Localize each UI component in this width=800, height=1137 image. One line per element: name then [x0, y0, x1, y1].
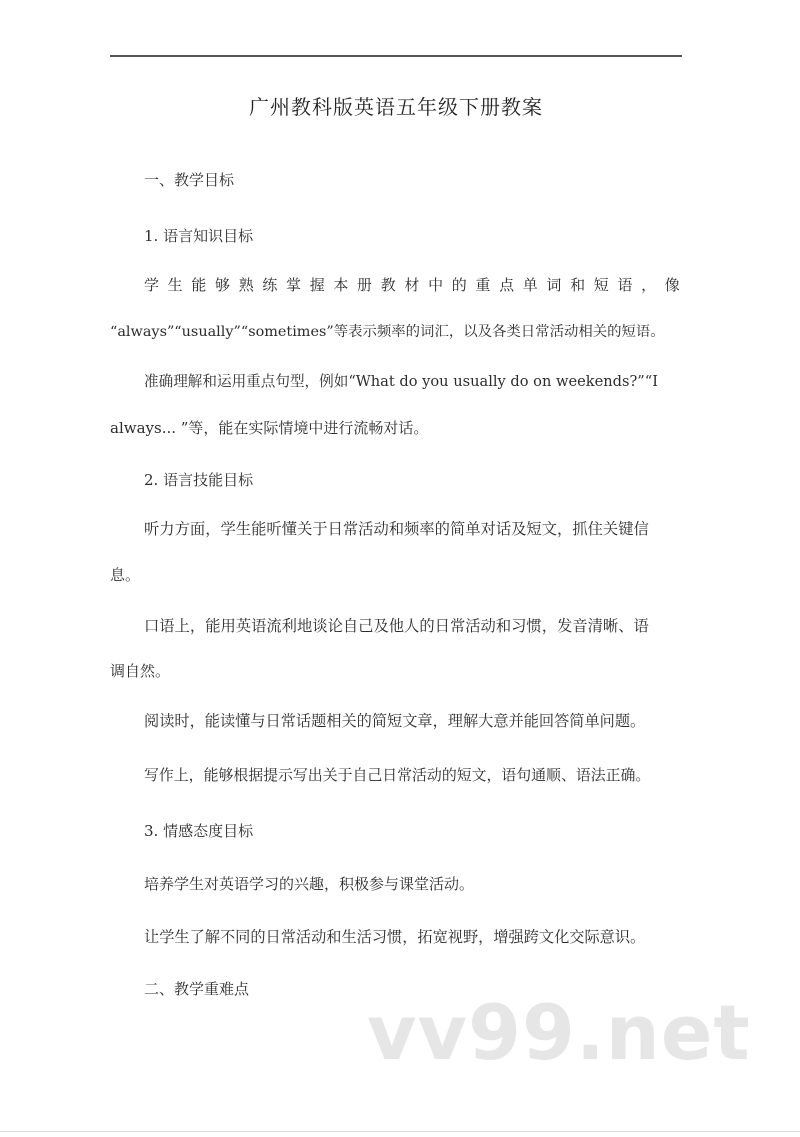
justified-char: 材: [404, 276, 420, 294]
justified-char: 的: [451, 276, 467, 294]
paragraph-speaking-line1: 口语上，能用英语流利地谈论自己及他人的日常活动和习惯，发音清晰、语: [144, 617, 649, 635]
justified-char: 握: [309, 276, 325, 294]
justified-char: 本: [333, 276, 349, 294]
paragraph-reading: 阅读时，能读懂与日常话题相关的简短文章，理解大意并能回答简单问题。: [144, 712, 646, 730]
page-bottom-edge: [0, 1131, 800, 1132]
justified-char: 重: [475, 276, 491, 294]
watermark: vv99.net: [367, 988, 751, 1077]
justified-char: 能: [191, 276, 207, 294]
paragraph-vocabulary-line1: [144, 275, 680, 295]
justified-char: 掌: [286, 276, 302, 294]
paragraph-sentences-line1: 准确理解和运用重点句型，例如“What do you usually do on weekends?”“I: [144, 373, 658, 390]
paragraph-listening-line2: 息。: [110, 566, 141, 584]
justified-char: 点: [499, 276, 515, 294]
paragraph-cross-cultural: 让学生了解不同的日常活动和生活习惯，拓宽视野，增强跨文化交际意识。: [144, 928, 646, 946]
justified-char: ，: [641, 276, 657, 294]
justified-char: 熟: [238, 276, 254, 294]
section-heading-key-points: 二、教学重难点: [144, 980, 250, 998]
paragraph-sentences-line2: always... ”等，能在实际情境中进行流畅对话。: [110, 419, 429, 437]
subheading-language-skills: 2. 语言技能目标: [144, 471, 254, 489]
paragraph-vocabulary-line2: “always”“usually”“sometimes”等表示频率的词汇，以及各类日常活动相关的短语。: [110, 324, 665, 340]
justified-char: 生: [167, 276, 183, 294]
subheading-emotional-attitude: 3. 情感态度目标: [144, 822, 254, 840]
justified-char: 语: [617, 276, 633, 294]
section-heading-objectives: 一、教学目标: [144, 171, 235, 189]
justified-char: 册: [357, 276, 373, 294]
justified-char: 词: [546, 276, 562, 294]
justified-char: 学: [144, 276, 160, 294]
paragraph-interest: 培养学生对英语学习的兴趣，积极参与课堂活动。: [144, 875, 475, 893]
header-rule: [110, 55, 682, 57]
paragraph-writing: 写作上，能够根据提示写出关于自己日常活动的短文，语句通顺、语法正确。: [144, 766, 651, 784]
subheading-language-knowledge: 1. 语言知识目标: [144, 227, 254, 245]
justified-char: 短: [593, 276, 609, 294]
justified-char: 够: [215, 276, 231, 294]
document-title: 广州教科版英语五年级下册教案: [249, 95, 543, 119]
justified-char: 单: [522, 276, 538, 294]
paragraph-listening-line1: 听力方面，学生能听懂关于日常活动和频率的简单对话及短文，抓住关键信: [144, 520, 649, 538]
justified-char: 像: [664, 276, 680, 294]
paragraph-speaking-line2: 调自然。: [110, 662, 171, 680]
justified-char: 中: [428, 276, 444, 294]
justified-char: 和: [570, 276, 586, 294]
justified-char: 练: [262, 276, 278, 294]
justified-char: 教: [380, 276, 396, 294]
